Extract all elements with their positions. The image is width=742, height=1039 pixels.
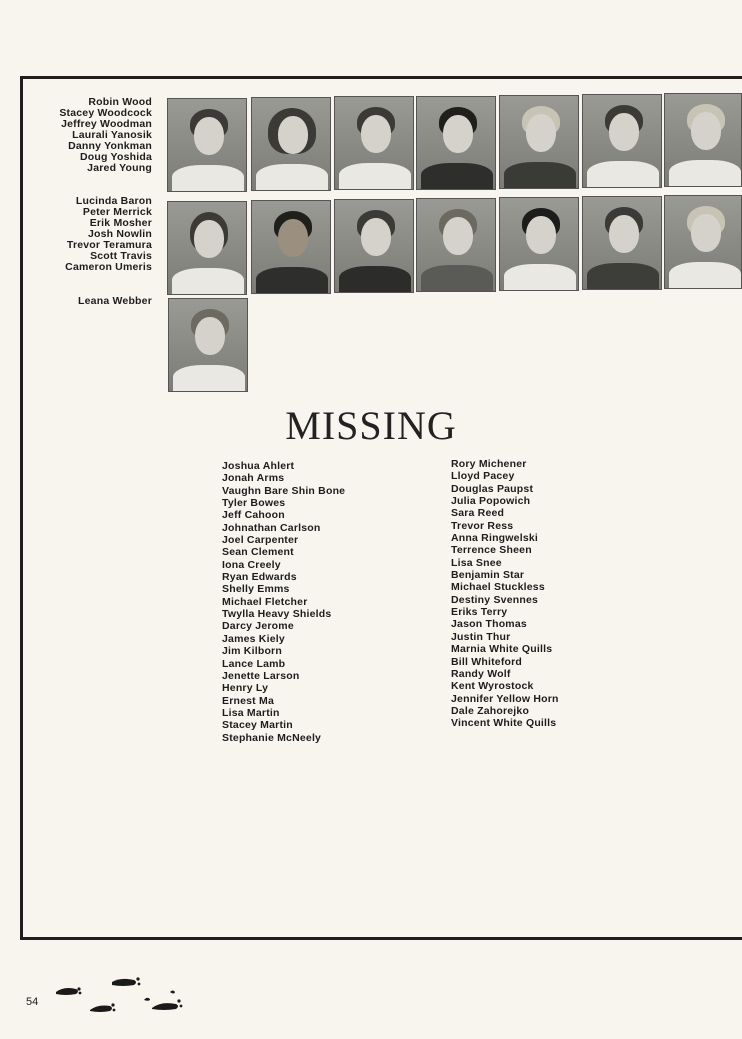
list-item: Benjamin Star [451,569,525,582]
student-name: Jared Young [87,162,152,174]
list-item: Henry Ly [222,682,269,695]
list-item: Joshua Ahlert [222,460,295,472]
list-item: Lisa Martin [222,706,280,719]
student-name: Scott Travis [90,250,152,262]
student-photo [582,94,662,188]
list-item: Stacey Martin [222,719,293,732]
list-item: Jeff Cahoon [222,509,285,522]
missing-list-left [222,460,345,744]
list-item: Jim Kilborn [222,645,282,658]
list-item: Randy Wolf [451,667,511,680]
list-item: Kent Wyrostock [451,680,534,693]
student-photo [499,95,579,189]
list-item: Jonah Arms [222,472,285,485]
list-item: Lisa Snee [451,556,502,569]
student-photo [664,93,742,187]
student-photo [334,96,414,190]
list-item: Anna Ringwelski [451,532,539,545]
list-item: Dale Zahorejko [451,704,530,717]
list-item: Bill Whiteford [451,655,523,668]
student-photo [664,195,742,289]
list-item: Jenette Larson [222,669,300,682]
list-item: Michael Fletcher [222,595,308,608]
student-name: Danny Yonkman [68,140,152,152]
list-item: Terrence Sheen [451,544,532,557]
student-photo [168,298,248,392]
student-name: Doug Yoshida [79,151,152,163]
list-item: Destiny Svennes [451,593,539,606]
list-item: Lance Lamb [222,657,286,670]
name-list-row-1 [59,97,152,174]
student-photo [416,96,496,190]
student-name: Cameron Umeris [65,261,152,273]
student-name: Jeffrey Woodman [61,118,152,130]
list-item: Eriks Terry [451,606,508,619]
student-photo [499,197,579,291]
list-item: Ryan Edwards [222,571,297,584]
list-item: Trevor Ress [451,519,514,532]
list-item: James Kiely [222,632,285,645]
list-item: Michael Stuckless [451,581,545,594]
student-photo [334,199,414,293]
footprints-icon [52,974,192,1016]
list-item: Douglas Paupst [451,482,534,495]
student-photo [582,196,662,290]
page-number: 54 [26,996,39,1008]
student-name: Lucinda Baron [75,195,152,207]
list-item: Vincent White Quills [451,717,557,730]
student-name: Robin Wood [88,96,152,108]
student-photo [167,98,247,192]
list-item: Sean Clement [222,546,294,559]
list-item: Jennifer Yellow Horn [451,692,559,705]
student-name: Leana Webber [78,295,152,307]
list-item: Marnia White Quills [451,643,553,656]
list-item: Vaughn Bare Shin Bone [222,484,346,497]
list-item: Lloyd Pacey [451,470,515,483]
student-photo [167,201,247,295]
student-name: Laurali Yanosik [72,129,152,141]
student-photo [416,198,496,292]
student-name: Stacey Woodcock [59,107,152,119]
student-name: Trevor Teramura [66,239,152,251]
list-item: Tyler Bowes [222,497,286,510]
student-name: Josh Nowlin [87,228,152,240]
list-item: Jason Thomas [451,618,527,631]
student-name: Peter Merrick [82,206,152,218]
name-list-row-2 [65,196,152,273]
name-list-row-3 [78,296,152,307]
list-item: Stephanie McNeely [222,731,322,744]
list-item: Iona Creely [222,558,281,571]
missing-heading: MISSING [285,403,457,448]
list-item: Shelly Emms [222,583,290,596]
list-item: Ernest Ma [222,694,274,707]
student-name: Erik Mosher [89,217,152,229]
list-item: Justin Thur [451,630,511,643]
list-item: Sara Reed [451,507,505,520]
list-item: Julia Popowich [451,495,531,508]
list-item: Joel Carpenter [222,534,299,547]
student-photo [251,200,331,294]
student-photo [251,97,331,191]
list-item: Twylla Heavy Shields [222,608,332,621]
list-item: Darcy Jerome [222,620,294,633]
missing-list-right [451,458,559,730]
list-item: Johnathan Carlson [222,521,321,534]
list-item: Rory Michener [451,458,527,470]
